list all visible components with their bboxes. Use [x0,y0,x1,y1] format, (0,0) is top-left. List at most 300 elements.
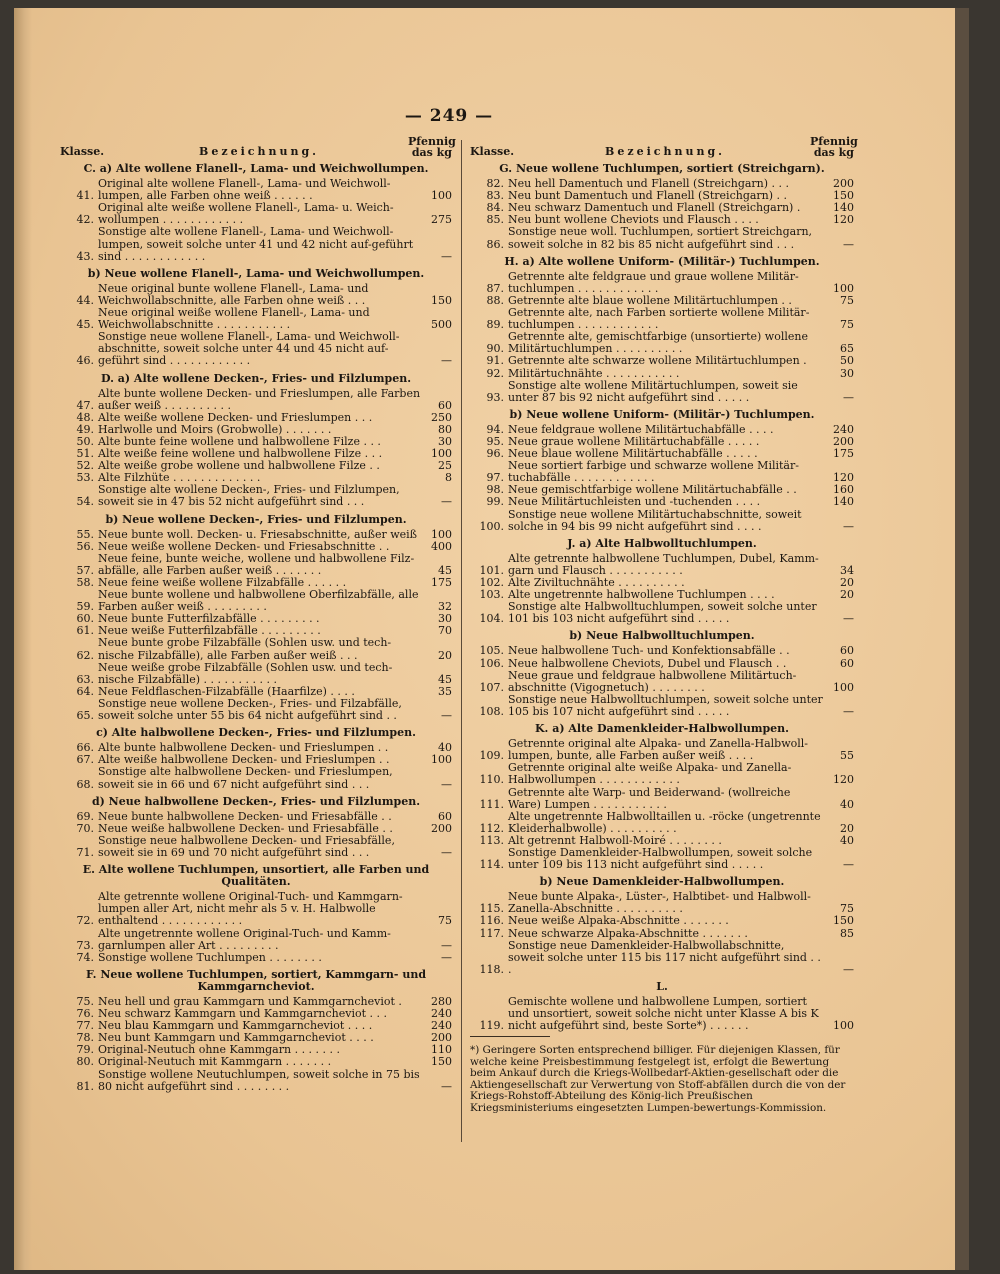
row-price: — [441,354,452,368]
row-description: Neue halbwollene Tuch- und Konfektionsabfälle . . [508,644,790,658]
table-row [470,601,854,625]
row-price: 175 [833,447,854,461]
row-price: 120 [833,471,854,485]
row-number: 44. [76,293,94,307]
row-description: Sonstige neue Halbwolltuchlumpen, soweit solche unter 105 bis 107 nicht aufgeführt sind . . . . . [508,692,823,718]
row-price: 75 [840,318,854,332]
row-price: 200 [431,1031,452,1045]
row-description: Neue bunte Futterfilzabfälle . . . . . . . . . [98,612,320,626]
book-page [14,8,969,1270]
table-header [470,135,858,159]
row-description: Sonstige Damenkleider-Halbwollumpen, soweit solche unter 109 bis 113 nicht aufgeführt sind . . . . . [508,845,813,872]
section-heading: b) Neue Damenkleider-Halbwollumpen. [539,875,785,889]
row-price: 160 [833,483,854,497]
row-number: 96. [486,447,504,461]
row-description: Neue bunte halbwollene Decken- und Friesabfälle . . [98,809,392,823]
row-price: 75 [840,293,854,307]
row-number: 83. [486,189,504,203]
row-number: 112. [479,821,504,835]
row-price: 150 [833,914,854,928]
row-description: Sonstige wollene Neutuchlumpen, soweit solche in 75 bis 80 nicht aufgeführt sind . . . . . . . . [98,1067,420,1093]
row-price: 25 [438,459,452,473]
row-description: Neue bunte grobe Filzabfälle (Sohlen usw. und tech-nische Filzabfälle), alle Farben außer weiß . . . [98,636,392,662]
row-number: 43. [76,249,94,263]
section-heading: d) Neue halbwollene Decken-, Fries- und Filzlumpen. [91,794,421,808]
table-row [60,637,452,661]
row-number: 56. [76,539,94,553]
table-row [470,226,854,250]
row-description: Sonstige wollene Tuchlumpen . . . . . . . . [98,950,322,964]
row-number: 55. [76,527,94,541]
row-price: 150 [833,189,854,203]
row-description: Neu hell und grau Kammgarn und Kammgarncheviot . [98,995,402,1008]
row-price: 275 [431,213,452,227]
row-number: 103. [479,588,504,602]
row-description: Neue weiße halbwollene Decken- und Friesabfälle . . [98,821,393,835]
row-price: 60 [438,809,452,823]
row-description: Getrennte alte schwarze wollene Militärtuchlumpen . [508,354,807,368]
section-heading: H. a) Alte wollene Uniform- (Militär-) Tuchlumpen. [504,254,820,268]
row-number: 100. [479,519,504,533]
row-price: 70 [438,624,452,638]
row-number: 45. [76,318,94,332]
row-number: 95. [486,434,504,448]
row-price: 20 [438,648,452,662]
row-price: 60 [840,656,854,670]
row-description: Original alte wollene Flanell-, Lama- und Weichwoll-lumpen, alle Farben ohne weiß . . . . . . [98,177,391,203]
header-klasse: Klasse. [470,144,515,158]
column-divider [461,140,462,1142]
row-number: 64. [76,684,94,698]
row-description: Alte getrennte halbwollene Tuchlumpen, Dubel, Kamm-garn und Flausch . . . . . . . . . . . [508,551,819,577]
row-number: 118. [479,962,504,976]
row-price: 35 [438,684,452,698]
table-row [470,811,854,835]
row-number: 62. [76,648,94,662]
table-row [470,670,854,694]
table-row [60,698,452,722]
header-klasse: Klasse. [60,144,105,158]
row-description: Neue blaue wollene Militärtuchabfälle . . . . . [508,447,758,461]
row-price: 34 [840,563,854,577]
row-description: Militärtuchnähte . . . . . . . . . . . [508,366,680,380]
row-description: Sonstige alte wollene Decken-, Fries- und Filzlumpen, soweit sie in 47 bis 52 nicht aufgeführt sind . . . [98,483,400,509]
row-description: Sonstige neue wollene Militärtuchabschnitte, soweit solche in 94 bis 99 nicht aufgeführt sind . . . . [508,507,802,533]
row-description: Neue halbwollene Cheviots, Dubel und Flausch . . [508,656,787,670]
row-description: Neue weiße Alpaka-Abschnitte . . . . . . . [508,914,729,928]
section-heading: b) Neue wollene Flanell-, Lama- und Weichwollumpen. [87,266,425,280]
row-price: 65 [840,342,854,356]
row-price: 75 [840,902,854,916]
row-price: — [843,390,854,404]
section-heading: c) Alte halbwollene Decken-, Fries- und Filzlumpen. [96,726,416,740]
row-price: 20 [840,588,854,602]
row-price: — [441,1079,452,1093]
row-description: Neu bunt Damentuch und Flanell (Streichgarn) . . [508,189,788,203]
row-number: 106. [479,656,504,670]
row-number: 82. [486,177,504,191]
footnote-rule [470,1036,550,1037]
row-number: 91. [486,354,504,368]
row-price: — [441,845,452,859]
row-price: 150 [431,293,452,307]
row-number: 63. [76,672,94,686]
table-row [60,1056,452,1068]
row-price: 400 [431,539,452,553]
table-row [60,202,452,226]
row-price: 240 [431,1007,452,1021]
row-number: 42. [76,213,94,227]
row-description: Getrennte original alte Alpaka- und Zanella-Halbwoll-lumpen, bunte, alle Farben außer weiß . . . . [508,737,809,763]
row-description: Neue graue und feldgraue halbwollene Militärtuch-abschnitte (Vigognetuch) . . . . . . . . [508,668,797,694]
row-description: Neue weiße wollene Decken- und Friesabschnitte . . [98,539,390,553]
table-row [470,368,854,380]
row-number: 76. [76,1007,94,1021]
row-price: 45 [438,672,452,686]
row-number: 58. [76,576,94,589]
row-number: 115. [479,902,504,916]
row-number: 52. [76,459,94,473]
row-price: 120 [833,773,854,787]
table-row [470,915,854,927]
row-price: 40 [840,797,854,811]
row-price: 100 [431,447,452,461]
row-number: 119. [479,1019,504,1033]
row-number: 110. [479,773,504,787]
row-number: 68. [76,777,94,791]
row-price: 80 [438,422,452,436]
row-description: Original alte weiße wollene Flanell-, Lama- u. Weich-wollumpen . . . . . . . . . . . . [98,201,394,227]
row-number: 78. [76,1031,94,1045]
row-price: 60 [840,644,854,658]
table-row [470,928,854,940]
row-description: Sonstige alte wollene Militärtuchlumpen, soweit sie unter 87 bis 92 nicht aufgeführt sind . . . . . [508,378,798,404]
section-heading: K. a) Alte Damenkleider-Halbwollumpen. [534,722,790,736]
table-row [470,509,854,533]
row-description: Neue graue wollene Militärtuchabfälle . . . . . [508,434,760,448]
row-price: 100 [833,1019,854,1033]
row-price: — [843,519,854,533]
row-price: 150 [431,1055,452,1069]
row-description: Neu hell Damentuch und Flanell (Streichgarn) . . . [508,177,790,191]
table-row [470,553,854,577]
row-price: 280 [431,995,452,1008]
table-row [60,331,452,367]
row-number: 101. [479,563,504,577]
table-row [60,307,452,331]
row-description: Neue weiße grobe Filzabfälle (Sohlen usw. und tech-nische Filzabfälle) . . . . . . . . . . . [98,660,393,686]
row-number: 113. [479,833,504,847]
row-price: 40 [438,741,452,755]
table-row [60,928,452,952]
row-price: 85 [840,926,854,940]
row-number: 93. [486,390,504,404]
row-number: 81. [76,1079,94,1093]
row-number: 57. [76,563,94,577]
row-number: 86. [486,237,504,251]
row-number: 73. [76,938,94,952]
row-number: 85. [486,213,504,227]
row-price: 40 [840,833,854,847]
row-description: Alte weiße feine wollene und halbwollene Filze . . . [98,447,383,461]
section-heading: C. a) Alte wollene Flanell-, Lama- und Weichwollumpen. [83,162,429,175]
row-description: Neue weiße Futterfilzabfälle . . . . . . . . . [98,624,321,638]
table-row [60,589,452,613]
row-price: 100 [431,189,452,203]
row-number: 108. [479,704,504,718]
row-number: 50. [76,434,94,448]
section-heading: E. Alte wollene Tuchlumpen, unsortiert, alle Farben und Qualitäten. [82,863,430,889]
row-description: Neue schwarze Alpaka-Abschnitte . . . . . . . [508,926,748,940]
header-pfennig: Pfennig das kg [408,135,456,159]
row-description: Neu blau Kammgarn und Kammgarncheviot . . . . [98,1019,373,1033]
row-description: Alte bunte wollene Decken- und Frieslumpen, alle Farben außer weiß . . . . . . . . . . [98,386,421,412]
row-description: Original-Neutuch ohne Kammgarn . . . . . . . [98,1043,341,1057]
row-description: Alte getrennte wollene Original-Tuch- und Kammgarn-lumpen aller Art, nicht mehr als 5 v. H. Halbwolle enthaltend . . . . . . . . . . . . [98,890,403,928]
row-price: — [441,709,452,723]
row-description: Neue Feldflaschen-Filzabfälle (Haarfilze) . . . . [98,684,355,698]
row-description: Alte weiße grobe wollene und halbwollene Filze . . [98,459,380,473]
row-number: 53. [76,471,94,485]
table-row [470,331,854,355]
row-description: Neue original weiße wollene Flanell-, Lama- und Weichwollabschnitte . . . . . . . . . . . [98,306,370,332]
row-price: 30 [438,434,452,448]
row-price: — [843,612,854,626]
page-number: — 249 — [404,106,494,126]
row-price: 200 [833,177,854,191]
row-number: 47. [76,398,94,412]
row-price: 32 [438,600,452,614]
table-row [60,283,452,307]
row-number: 90. [486,342,504,356]
row-number: 109. [479,749,504,763]
row-description: Neue gemischtfarbige wollene Militärtuchabfälle . . [508,483,797,497]
header-bezeichnung: Bezeichnung. [605,144,725,158]
row-number: 92. [486,366,504,380]
row-price: — [843,962,854,976]
row-number: 60. [76,612,94,626]
section-heading: L. [656,979,668,993]
table-row [470,355,854,367]
row-description: Sonstige alte Halbwolltuchlumpen, soweit solche unter 101 bis 103 nicht aufgeführt sind . . . . . [508,600,817,626]
row-price: 175 [431,576,452,589]
table-row [60,811,452,823]
row-number: 41. [76,189,94,203]
table-row [60,766,452,790]
row-price: 200 [431,821,452,835]
row-number: 74. [76,950,94,964]
row-description: Neue sortiert farbige und schwarze wollene Militär-tuchabfälle . . . . . . . . . . . . [508,459,799,485]
row-price: 140 [833,495,854,509]
row-number: 66. [76,741,94,755]
table-row [470,645,854,657]
page-edge [955,8,969,1270]
row-description: Getrennte alte, gemischtfarbige (unsortierte) wollene Militärtuchlumpen . . . . . . . . . . [508,330,808,356]
row-number: 105. [479,644,504,658]
row-price: 140 [833,201,854,215]
row-price: 20 [840,576,854,589]
row-number: 116. [479,914,504,928]
row-number: 107. [479,680,504,694]
row-price: 75 [438,914,452,928]
row-number: 84. [486,201,504,215]
table-row [60,662,452,686]
row-description: Neu bunt Kammgarn und Kammgarncheviot . . . . [98,1031,374,1045]
row-price: 120 [833,213,854,227]
row-description: Neu bunt wollene Cheviots und Flausch . . . . [508,213,759,227]
table-row [470,496,854,508]
row-description: Neue bunte wollene und halbwollene Oberfilzabfälle, alle Farben außer weiß . . . . . . . . . [98,588,419,614]
row-price: 60 [438,398,452,412]
row-description: Neue original bunte wollene Flanell-, Lama- und Weichwollabschnitte, alle Farben ohne weiß . . . [98,281,369,307]
table-row [60,226,452,262]
row-description: Neu schwarz Kammgarn und Kammgarncheviot . . . [98,1007,388,1021]
row-number: 87. [486,281,504,295]
table-row [60,484,452,508]
row-price: 100 [431,527,452,541]
row-number: 49. [76,422,94,436]
table-row [470,307,854,331]
row-number: 99. [486,495,504,509]
header-pfennig: Pfennig das kg [810,135,858,159]
row-description: Sonstige neue woll. Tuchlumpen, sortiert Streichgarn, soweit solche in 82 bis 85 nicht aufgeführt sind . . . [508,225,813,251]
section-heading: G. Neue wollene Tuchlumpen, sortiert (Streichgarn). [499,162,825,175]
table-header [60,135,456,159]
row-price: 30 [840,366,854,380]
table-row [470,940,854,976]
page-binding [14,8,32,1270]
row-price: 8 [445,471,452,485]
row-number: 98. [486,483,504,497]
row-description: Alte weiße wollene Decken- und Frieslumpen . . . [98,410,373,424]
row-description: Alte bunte halbwollene Decken- und Frieslumpen . . [98,741,389,755]
row-description: Neu schwarz Damentuch und Flanell (Streichgarn) . [508,201,801,215]
row-price: — [441,950,452,964]
section-heading: D. a) Alte wollene Decken-, Fries- und Filzlumpen. [100,371,412,385]
row-price: 240 [431,1019,452,1033]
row-description: Sonstige neue Damenkleider-Halbwollabschnitte, soweit solche unter 115 bis 117 nicht aufgeführt sind . . . [508,938,821,976]
row-price: 100 [431,753,452,767]
row-description: Sonstige alte wollene Flanell-, Lama- und Weichwoll-lumpen, soweit solche unter 41 und 42 nicht auf-geführt sind . . . . . . . . . . . . [98,225,414,263]
table-row [470,694,854,718]
row-number: 69. [76,809,94,823]
row-price: 250 [431,410,452,424]
row-description: Alte Ziviltuchnähte . . . . . . . . . . [508,576,685,589]
row-description: Sonstige neue halbwollene Decken- und Friesabfälle, soweit sie in 69 und 70 nicht aufgeführt sind . . . [98,833,395,859]
table-row [60,891,452,927]
row-number: 65. [76,709,94,723]
row-price: 500 [431,318,452,332]
row-description: Neue feine, bunte weiche, wollene und halbwollene Filz-abfälle, alle Farben außer weiß . . . . . . . [98,551,415,577]
row-number: 97. [486,471,504,485]
right-column [470,135,858,1114]
table-row [60,952,452,964]
row-price: 100 [833,680,854,694]
footnote: *) Geringere Sorten entsprechend billiger. Für diejenigen Klassen, für welche keine Preisbestimmung festgelegt ist, erfolgt die Bewertung beim Ankauf durch die Kriegs-Wollbedarf-Aktien-gesellschaft oder die Aktiengesellschaft zur Verwertung von Stoff-abfällen durch die von der Kriegs-Rohstoff-Abteilung des König-lich Preußischen Kriegsministeriums eingesetzten Lumpen-bewertungs-Kommission. [470,1044,846,1114]
table-row [470,847,854,871]
row-description: Alte Filzhüte . . . . . . . . . . . . . [98,471,261,485]
row-number: 102. [479,576,504,589]
row-number: 61. [76,624,94,638]
row-price: 240 [833,422,854,436]
row-description: Neue feine weiße wollene Filzabfälle . . . . . . [98,576,347,589]
row-description: Sonstige alte halbwollene Decken- und Frieslumpen, soweit sie in 66 und 67 nicht aufgeführt sind . . . [98,765,393,791]
row-price: — [441,495,452,509]
row-number: 94. [486,422,504,436]
row-description: Harlwolle und Moirs (Grobwolle) . . . . . . . [98,422,332,436]
row-description: Neue bunte Alpaka-, Lüster-, Halbtibet- und Halbwoll-Zanella-Abschnitte . . . . . . . . . . [508,890,811,916]
row-price: 110 [431,1043,452,1057]
row-number: 111. [479,797,504,811]
row-description: Alte ungetrennte Halbwolltaillen u. -röcke (ungetrennte Kleiderhalbwolle) . . . . . . . . . . [508,809,821,835]
section-heading: J. a) Alte Halbwolltuchlumpen. [567,536,757,550]
row-description: Alte ungetrennte halbwollene Tuchlumpen . . . . [508,588,775,602]
row-description: Sonstige neue wollene Flanell-, Lama- und Weichwoll-abschnitte, soweit solche unter 44 und 45 nicht auf-geführt sind . . . . . . . . . . . . [98,330,400,368]
row-number: 75. [76,995,94,1008]
row-description: Sonstige neue wollene Decken-, Fries- und Filzabfälle, soweit solche unter 55 bis 64 nicht aufgeführt sind . . [98,696,402,723]
row-number: 80. [76,1055,94,1069]
row-description: Alte ungetrennte wollene Original-Tuch- und Kamm-garnlumpen aller Art . . . . . . . . . [98,926,391,952]
row-price: 200 [833,434,854,448]
table-row [470,658,854,670]
row-number: 77. [76,1019,94,1033]
row-price: 50 [840,354,854,368]
row-number: 67. [76,753,94,767]
table-row [470,996,854,1032]
row-description: Getrennte alte blaue wollene Militärtuchlumpen . . [508,293,792,307]
table-row [60,529,452,541]
row-price: — [441,777,452,791]
table-row [60,541,452,553]
row-description: Gemischte wollene und halbwollene Lumpen, sortiert und unsortiert, soweit solche nicht unter Klasse A bis K nicht aufgeführt sind, beste Sorte*) . . . . . . [508,995,819,1033]
section-heading: b) Neue wollene Decken-, Fries- und Filzlumpen. [105,512,407,526]
row-price: — [843,237,854,251]
row-description: Getrennte alte Warp- und Beiderwand- (wollreiche Ware) Lumpen . . . . . . . . . . . [508,785,791,811]
header-bezeichnung: Bezeichnung. [199,144,319,158]
row-price: — [843,858,854,872]
row-number: 46. [76,354,94,368]
row-price: 30 [438,612,452,626]
row-price: 100 [833,281,854,295]
table-row [60,388,452,412]
row-number: 104. [479,612,504,626]
row-number: 117. [479,926,504,940]
table-row [60,1069,452,1093]
table-row [60,178,452,202]
row-price: 45 [438,563,452,577]
table-row [470,738,854,762]
row-number: 48. [76,410,94,424]
section-heading: b) Neue Halbwolltuchlumpen. [569,629,755,643]
table-row [470,787,854,811]
row-number: 79. [76,1043,94,1057]
row-price: — [441,249,452,263]
row-price: 20 [840,821,854,835]
table-row [470,271,854,295]
row-description: Getrennte alte feldgraue und graue wollene Militär-tuchlumpen . . . . . . . . . . . . [508,269,799,295]
row-description: Alt getrennt Halbwoll-Moiré . . . . . . . . [508,833,722,847]
row-description: Neue bunte woll. Decken- u. Friesabschnitte, außer weiß [98,527,418,541]
table-row [60,835,452,859]
row-number: 59. [76,600,94,614]
row-description: Original-Neutuch mit Kammgarn . . . . . . . [98,1055,332,1069]
table-row [470,891,854,915]
row-price: — [843,704,854,718]
row-price: — [441,938,452,952]
row-price: 55 [840,749,854,763]
row-number: 71. [76,845,94,859]
table-row [470,762,854,786]
